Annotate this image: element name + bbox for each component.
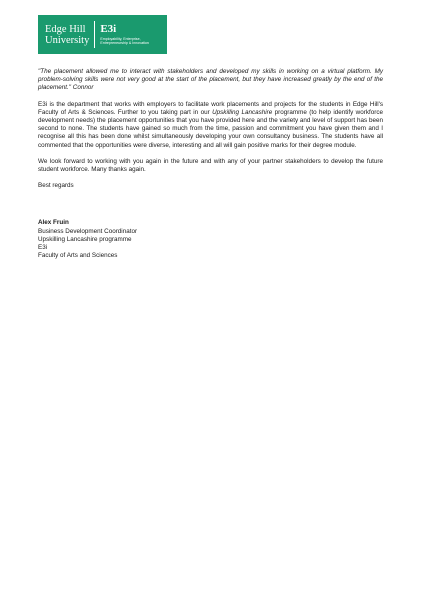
- programme-name: Upskilling Lancashire: [212, 108, 273, 116]
- signer-programme: Upskilling Lancashire programme: [38, 235, 132, 243]
- brand-name: E3i: [100, 22, 117, 35]
- paragraph-1-part-2: programme (to help identify workforce development needs) the placement opportunities that you have provided here and the variety and level of support has been second to none. The students have gained so much from the time, passion and commitment you have given them and I recognise all this has been done whilst simultaneously developing your own consultancy business. The students have all commented that the opportunities were diverse, interesting and all will gain positive marks for their degree module.: [38, 108, 383, 149]
- university-line2: University: [45, 34, 90, 46]
- paragraph-2: We look forward to working with you again in the future and with any of your partner stakeholders to develop the future student workforce. Many thanks again.: [38, 157, 383, 174]
- university-line1: Edge Hill: [45, 23, 86, 35]
- university-wordmark: [45, 24, 89, 46]
- letter-body: [38, 68, 383, 260]
- signature-block: [38, 219, 383, 260]
- paragraph-1: [38, 101, 383, 150]
- e3i-logo: [38, 15, 167, 54]
- closing: Best regards: [38, 182, 74, 190]
- signer-department: E3i: [38, 244, 48, 252]
- signer-faculty: Faculty of Arts and Sciences: [38, 252, 118, 260]
- paragraph-1-part-1: E3i is the department that works with employers to facilitate work placements and projects for the students in Edge Hill's Faculty of Arts & Sciences. Further to you taking part in our: [38, 100, 383, 116]
- student-quote: "The placement allowed me to interact with stakeholders and developed my skills in working on a virtual platform. My problem-solving skills were not very good at the start of the placement, but they have increased greatly by the end of the placement." Connor: [38, 68, 383, 92]
- signer-name: Alex Fruin: [38, 219, 69, 227]
- signer-title: Business Development Coordinator: [38, 227, 138, 235]
- brand-tagline: Employability, Enterprise, Entrepreneurship & Innovation: [100, 36, 149, 45]
- logo-divider: [94, 21, 95, 48]
- e3i-wordmark: [100, 24, 164, 46]
